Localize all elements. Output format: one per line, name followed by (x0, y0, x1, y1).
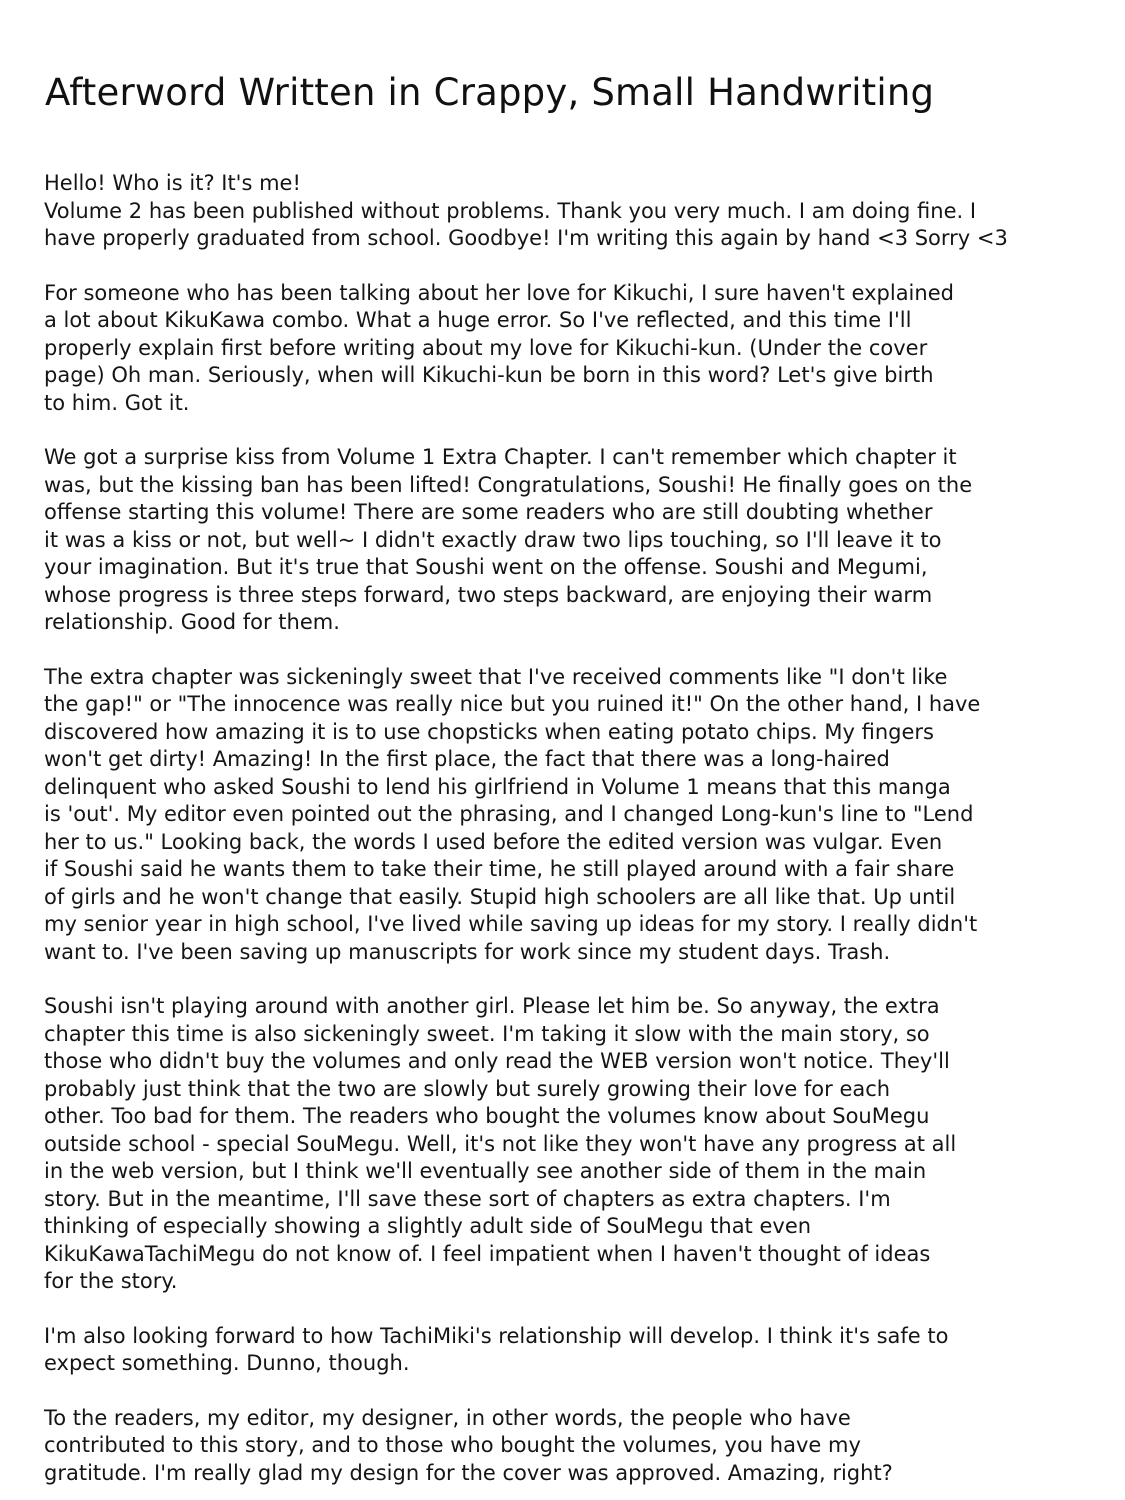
page-title: Afterword Written in Crappy, Small Handwriting (45, 71, 935, 114)
text-line: relationship. Good for them. (44, 610, 340, 634)
text-line: We got a surprise kiss from Volume 1 Extra Chapter. I can't remember which chapter it (44, 445, 957, 469)
text-line: Soushi isn't playing around with another girl. Please let him be. So anyway, the extra (44, 994, 940, 1018)
paragraph-extra-chapter (44, 664, 1094, 967)
text-line: for the story. (44, 1269, 178, 1293)
text-line: have properly graduated from school. Goodbye! I'm writing this again by hand <3 Sorry <3 (44, 226, 1008, 250)
text-line: Volume 2 has been published without problems. Thank you very much. I am doing fine. I (44, 198, 977, 223)
text-line: page) Oh man. Seriously, when will Kikuchi-kun be born in this word? Let's give birth (44, 363, 934, 387)
text-line: probably just think that the two are slowly but surely growing their love for each (44, 1076, 891, 1101)
text-line: discovered how amazing it is to use chopsticks when eating potato chips. My fingers (44, 719, 934, 744)
text-line: For someone who has been talking about her love for Kikuchi, I sure haven't explained (44, 280, 954, 305)
paragraph-kikukawa (44, 280, 1094, 418)
text-line: is 'out'. My editor even pointed out the phrasing, and I changed Long-kun's line to "Lend (44, 802, 974, 826)
text-line: offense starting this volume! There are some readers who are still doubting whether (44, 500, 933, 524)
text-line: to him. Got it. (44, 390, 190, 415)
text-line: gratitude. I'm really glad my design for the cover was approved. Amazing, right? (44, 1460, 893, 1485)
text-line: chapter this time is also sickeningly sweet. I'm taking it slow with the main story, so (44, 1021, 930, 1046)
text-line: expect something. Dunno, though. (44, 1351, 410, 1375)
text-line: her to us." Looking back, the words I used before the edited version was vulgar. Even (44, 829, 943, 854)
text-line: To the readers, my editor, my designer, in other words, the people who have (44, 1405, 851, 1430)
paragraph-gratitude (44, 1405, 1094, 1488)
text-line: in the web version, but I think we'll eventually see another side of them in the main (44, 1159, 927, 1183)
text-line: it was a kiss or not, but well~ I didn't exactly draw two lips touching, so I'll leave it to (44, 527, 942, 552)
text-line: whose progress is three steps forward, two steps backward, are enjoying their warm (44, 582, 933, 607)
text-line: I'm also looking forward to how TachiMiki's relationship will develop. I think it's safe to (44, 1323, 949, 1348)
text-line: contributed to this story, and to those who bought the volumes, you have my (44, 1433, 861, 1457)
text-line: Hello! Who is it? It's me! (44, 171, 301, 195)
text-line: properly explain first before writing about my love for Kikuchi-kun. (Under the cover (44, 335, 928, 360)
text-line: won't get dirty! Amazing! In the first place, the fact that there was a long-haired (44, 747, 890, 771)
text-line: those who didn't buy the volumes and only read the WEB version won't notice. They'll (44, 1049, 950, 1073)
paragraph-soushi (44, 993, 1094, 1296)
paragraph-surprise-kiss (44, 444, 1094, 637)
afterword-body (44, 170, 1094, 1500)
text-line: the gap!" or "The innocence was really nice but you ruined it!" On the other hand, I have (44, 692, 981, 716)
text-line: your imagination. But it's true that Soushi went on the offense. Soushi and Megumi, (44, 555, 928, 579)
text-line: of girls and he won't change that easily. Stupid high schoolers are all like that. Up until (44, 884, 956, 909)
text-line: other. Too bad for them. The readers who bought the volumes know about SouMegu (44, 1104, 930, 1128)
paragraph-greeting (44, 170, 1094, 253)
text-line: KikuKawaTachiMegu do not know of. I feel impatient when I haven't thought of ideas (44, 1241, 931, 1266)
text-line: my senior year in high school, I've lived while saving up ideas for my story. I really didn't (44, 912, 978, 936)
text-line: delinquent who asked Soushi to lend his girlfriend in Volume 1 means that this manga (44, 774, 951, 799)
text-line: The extra chapter was sickeningly sweet that I've received comments like "I don't like (44, 664, 948, 689)
text-line: was, but the kissing ban has been lifted! Congratulations, Soushi! He finally goes on the (44, 472, 973, 497)
paragraph-tachimiki (44, 1323, 1094, 1378)
text-line: a lot about KikuKawa combo. What a huge error. So I've reflected, and this time I'll (44, 308, 912, 332)
text-line: outside school - special SouMegu. Well, it's not like they won't have any progress at all (44, 1131, 957, 1156)
text-line: story. But in the meantime, I'll save these sort of chapters as extra chapters. I'm (44, 1186, 891, 1211)
text-line: thinking of especially showing a slightly adult side of SouMegu that even (44, 1214, 812, 1238)
text-line: if Soushi said he wants them to take their time, he still played around with a fair share (44, 857, 955, 881)
text-line: want to. I've been saving up manuscripts for work since my student days. Trash. (44, 939, 891, 964)
